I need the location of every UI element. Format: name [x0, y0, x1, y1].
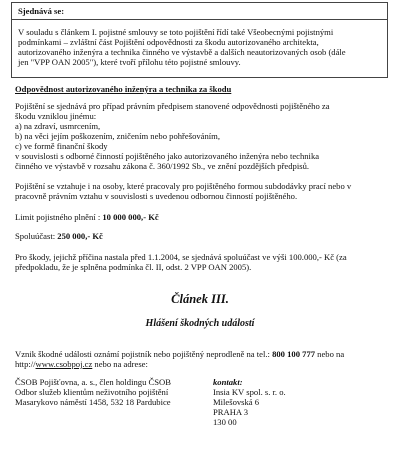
report-line-1: [15, 349, 344, 360]
scope-line-2: podmínkami – zvláštní část Pojištění odpovědnosti za škodu autorizovaného architekta,: [18, 37, 319, 47]
scope-box-rule: [11, 2, 388, 20]
section-title: Odpovědnost autorizovaného inženýra a technika za škodu: [15, 84, 232, 94]
coverage-line-1: Pojištění se sjednává pro případ právním předpisem stanovené odpovědnosti pojištěného za: [15, 101, 330, 111]
coverage-line-5: c) ve formě finanční škody: [15, 141, 108, 151]
damage-line-1: Pro škody, jejichž příčina nastala před 1.1.2004, se sjednává spoluúčast ve výši 100.000,- Kč (za: [15, 252, 347, 262]
report-text-suffix: nebo na: [315, 349, 345, 359]
scope-line-1: V souladu s článkem I. pojistné smlouvy se toto pojištění řídí také Všeobecnými pojistnými: [18, 27, 334, 37]
article-title: Hlášení škodných událostí: [145, 318, 255, 329]
scope-heading: Sjednává se:: [18, 6, 65, 16]
contact-line-4: 130 00: [213, 417, 237, 427]
limit-line: [15, 212, 159, 223]
scope-line-3: autorizovaného inženýra a technika činného ve výstavbě a dalších neautorizovaných osob (dále: [18, 47, 346, 57]
insurer-line-2: Odbor služeb klientům neživotního pojištění: [15, 387, 169, 397]
report-line-2: [15, 359, 148, 370]
report-url-prefix: http://: [15, 359, 36, 369]
coverage-line-6: v souvislosti s odborné činností pojištěného jako autorizovaného inženýra nebo technika: [15, 151, 320, 161]
report-phone: 800 100 777: [272, 349, 316, 359]
insurer-line-1: ČSOB Pojišťovna, a. s., člen holdingu ČSOB: [15, 377, 171, 387]
coverage-line-7: činného ve výstavbě v rozsahu zákona č. 360/1992 Sb., ve znění pozdějších předpisů.: [15, 161, 310, 171]
coverage-line-4: b) na věci jejím poškozením, zničením nebo pohřešováním,: [15, 131, 220, 141]
report-url-link[interactable]: www.csobpoj.cz: [35, 359, 93, 369]
limit-value: 10 000 000,- Kč: [102, 212, 159, 222]
insurer-line-3: Masarykovo náměstí 1458, 532 18 Pardubice: [15, 397, 171, 407]
report-text: Vznik škodné události oznámí pojistník nebo pojištěný neprodleně na tel.:: [15, 349, 273, 359]
article-number: Článek III.: [171, 292, 229, 306]
deductible-value: 250 000,- Kč: [57, 231, 103, 241]
contact-label: kontakt:: [213, 377, 243, 387]
coverage-line-3: a) na zdraví, usmrcením,: [15, 121, 101, 131]
report-url-suffix: nebo na adrese:: [92, 359, 148, 369]
coverage-line-2: škodu vzniklou jinému:: [15, 111, 97, 121]
persons-line-2: pracovně právním vztahu v souvislosti s uvedenou odbornou činností pojištěného.: [15, 191, 298, 201]
deductible-label: Spoluúčast:: [15, 231, 58, 241]
deductible-line: [15, 231, 103, 242]
persons-line-1: Pojištění se vztahuje i na osoby, které pracovaly pro pojištěného formou subdodávky prací nebo v: [15, 181, 352, 191]
scope-line-4: jen "VPP OAN 2005"), které tvoří přílohu této pojistné smlouvy.: [18, 57, 241, 67]
limit-label: Limit pojistného plnění :: [15, 212, 103, 222]
contact-line-1: Insia KV spol. s. r. o.: [213, 387, 286, 397]
contact-line-3: PRAHA 3: [213, 407, 249, 417]
damage-line-2: předpokladu, že je splněna podmínka čl. II, odst. 2 VPP OAN 2005).: [15, 262, 252, 272]
contact-line-2: Milešovská 6: [213, 397, 260, 407]
